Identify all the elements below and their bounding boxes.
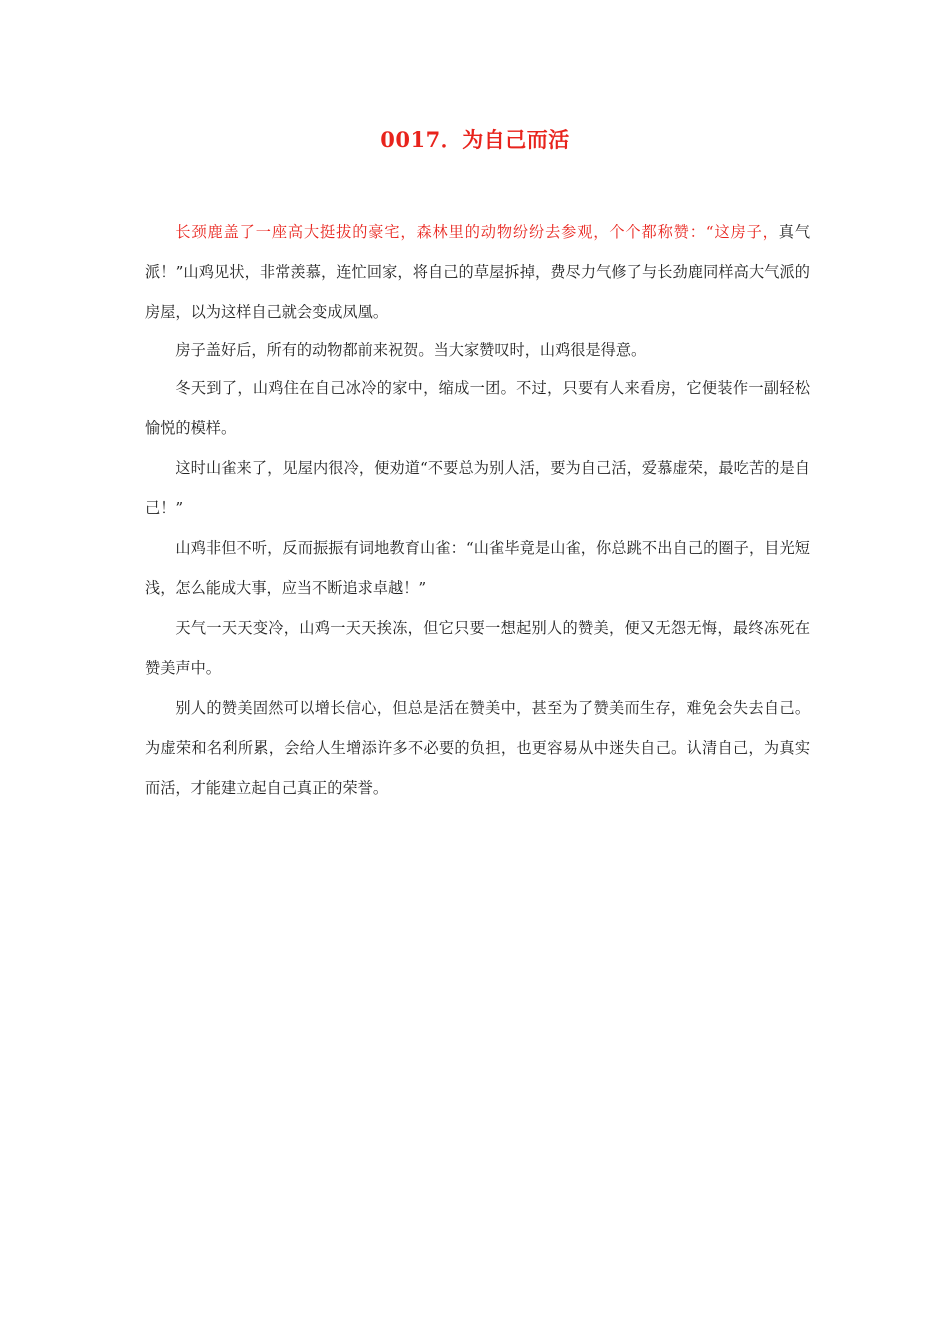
paragraph-3-text: 冬天到了，山鸡住在自己冰冷的家中，缩成一团。不过，只要有人来看房，它便装作一副轻松愉悦的模样。	[145, 379, 810, 437]
paragraph-1-text: 真气派！”山鸡见状，非常羡慕，连忙回家，将自己的草屋拆掉，费尽力气修了与长劲鹿同样高大气派的房屋，以为这样自己就会变成凤凰。	[145, 223, 811, 321]
paragraph-7	[145, 688, 810, 808]
paragraph-5-text: 山鸡非但不听，反而振振有词地教育山雀：“山雀毕竟是山雀，你总跳不出自己的圈子，目光短浅，怎么能成大事，应当不断追求卓越！”	[145, 539, 810, 597]
paragraph-6-text: 天气一天天变冷，山鸡一天天挨冻，但它只要一想起别人的赞美，便又无怨无悔，最终冻死在赞美声中。	[145, 619, 810, 677]
paragraph-2	[145, 332, 810, 368]
paragraph-7-text: 别人的赞美固然可以增长信心，但总是活在赞美中，甚至为了赞美而生存，难免会失去自己。为虚荣和名利所累，会给人生增添许多不必要的负担，也更容易从中迷失自己。认清自己，为真实而活，才能建立起自己真正的荣誉。	[145, 699, 810, 797]
paragraph-6	[145, 608, 810, 688]
paragraph-2-text: 房子盖好后，所有的动物都前来祝贺。当大家赞叹时，山鸡很是得意。	[175, 341, 647, 359]
paragraph-4	[145, 448, 810, 528]
document-title: 0017．为自己而活	[380, 127, 570, 152]
paragraph-1	[145, 212, 810, 332]
paragraph-4-text: 这时山雀来了，见屋内很冷，便劝道“不要总为别人活，要为自己活，爱慕虚荣，最吃苦的是自己！”	[145, 459, 810, 517]
paragraph-5	[145, 528, 810, 608]
paragraph-3	[145, 368, 810, 448]
document-body	[145, 212, 810, 808]
paragraph-1-highlight: 长颈鹿盖了一座高大挺拔的豪宅，森林里的动物纷纷去参观，个个都称赞：“这房子，	[175, 223, 779, 241]
